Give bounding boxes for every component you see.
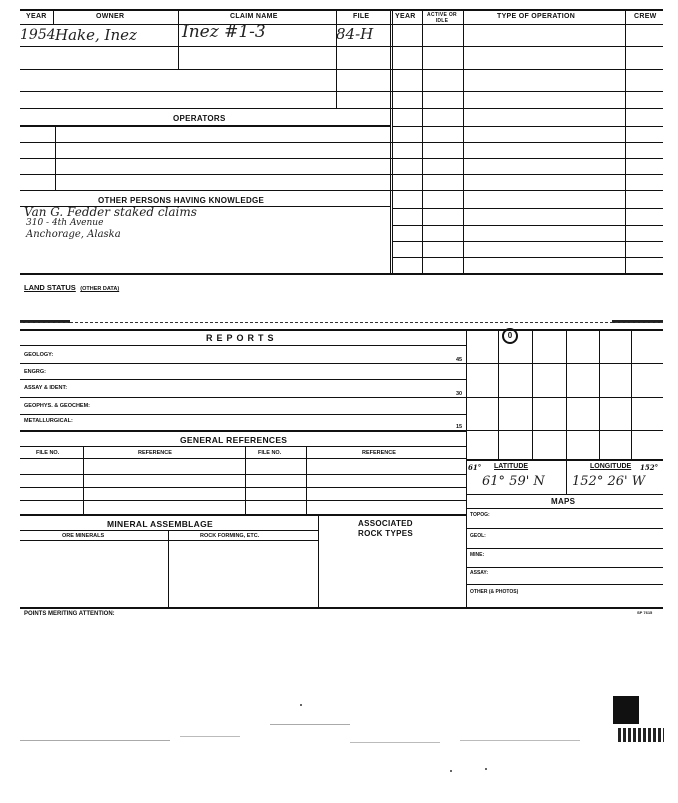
report-label-engrg: ENGRG: [24, 369, 46, 375]
report-num-15: 15 [456, 424, 463, 430]
col-reference-1: REFERENCE [138, 450, 172, 456]
lon-suffix: 152° [640, 463, 659, 472]
row1-claim-name: Inez #1-3 [182, 22, 266, 42]
longitude-value: 152° 26' W [572, 474, 646, 489]
report-label-assay: ASSAY & IDENT: [24, 385, 68, 391]
points-meriting-label: POINTS MERITING ATTENTION: [24, 611, 115, 617]
rock-forming-label: ROCK FORMING, ETC. [200, 533, 260, 539]
other-persons-line-3: Anchorage, Alaska [26, 229, 121, 240]
header-year: YEAR [26, 13, 47, 20]
header-claim-name: CLAIM NAME [230, 13, 278, 20]
land-status-label: LAND STATUS [24, 283, 76, 292]
maps-title: MAPS [551, 497, 576, 506]
general-refs-title: GENERAL REFERENCES [180, 435, 288, 445]
land-status-sub: (OTHER DATA) [80, 286, 120, 292]
report-num-45: 45 [456, 357, 463, 363]
maps-geol: GEOL: [470, 533, 486, 539]
other-persons-line-1: Van G. Fedder staked claims [24, 205, 197, 219]
header-crew: CREW [634, 13, 657, 20]
maps-assay: ASSAY: [470, 570, 489, 576]
col-reference-2: REFERENCE [362, 450, 396, 456]
report-label-metallurgical: METALLURGICAL: [24, 418, 73, 424]
assoc-rock-line1: ASSOCIATED [358, 519, 413, 528]
col-file-no-2: FILE NO. [258, 450, 282, 456]
header-year-2: YEAR [395, 13, 416, 20]
report-num-30: 30 [456, 391, 463, 397]
row1-owner: Hake, Inez [55, 26, 137, 44]
ore-minerals-label: ORE MINERALS [62, 533, 105, 539]
latitude-value: 61° 59' N [482, 474, 545, 489]
grid-marker-text: 0 [507, 331, 513, 340]
other-persons-title: OTHER PERSONS HAVING KNOWLEDGE [98, 196, 265, 205]
header-owner: OWNER [96, 13, 125, 20]
latitude-label: LATITUDE [494, 463, 529, 470]
operators-title: OPERATORS [173, 114, 226, 123]
col-file-no-1: FILE NO. [36, 450, 60, 456]
mineral-title: MINERAL ASSEMBLAGE [107, 519, 213, 529]
header-type-of-operation: TYPE OF OPERATION [497, 13, 576, 20]
reports-title: REPORTS [206, 333, 278, 343]
form-code: SP 7615 [637, 610, 653, 615]
registration-block [613, 696, 639, 724]
maps-mine: MINE: [470, 552, 485, 558]
grid-marker [502, 328, 518, 344]
longitude-label: LONGITUDE [590, 463, 632, 470]
assoc-rock-line2: ROCK TYPES [358, 529, 414, 538]
row1-year: 1954 [20, 27, 56, 43]
land-status [24, 277, 119, 295]
other-persons-line-2: 310 - 4th Avenue [26, 218, 104, 228]
report-label-geophys: GEOPHYS. & GEOCHEM: [24, 403, 91, 409]
report-label-geology: GEOLOGY: [24, 352, 54, 358]
maps-topog: TOPOG: [470, 512, 490, 518]
row1-file: 84-H [336, 25, 374, 43]
header-active-or-idle: ACTIVE OR IDLE [427, 12, 457, 24]
lat-prefix: 61° [468, 463, 482, 472]
header-file: FILE [353, 13, 370, 20]
maps-other: OTHER (& PHOTOS) [470, 589, 519, 595]
